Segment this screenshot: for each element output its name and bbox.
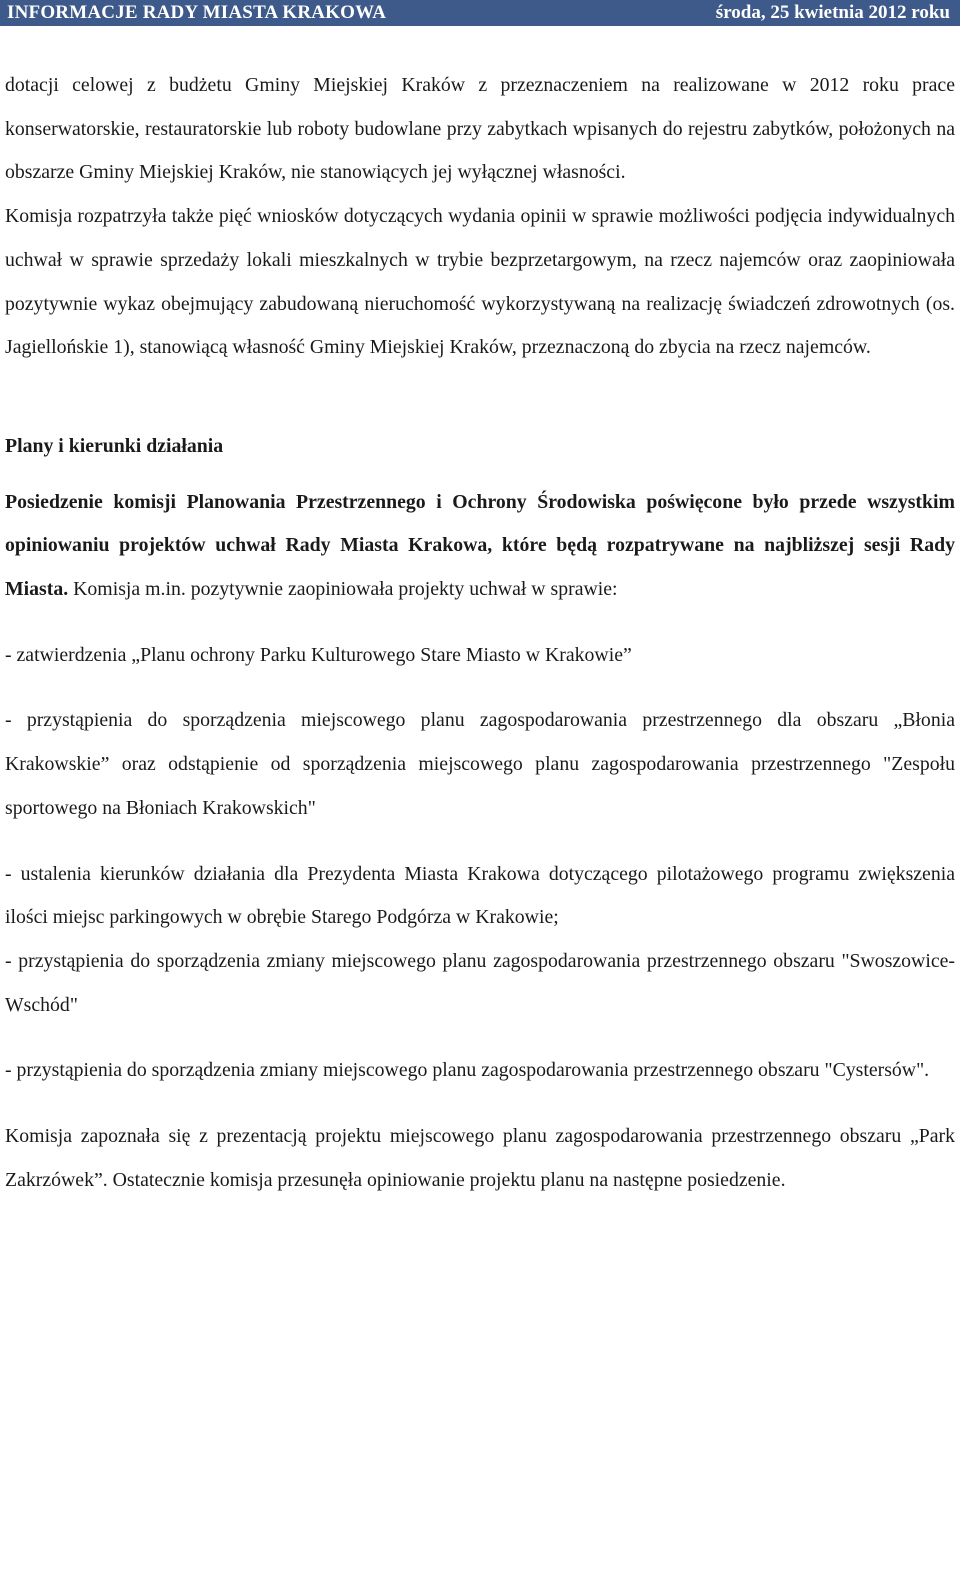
paragraph-posiedzenie-rest: Komisja m.in. pozytywnie zaopiniowała projekty uchwał w sprawie:	[68, 578, 618, 601]
section-heading: Plany i kierunki działania	[5, 434, 224, 457]
list-item: - zatwierdzenia „Planu ochrony Parku Kulturowego Stare Miasto w Krakowie”	[5, 643, 632, 666]
header-title: INFORMACJE RADY MIASTA KRAKOWA	[7, 2, 387, 23]
list-item: - przystąpienia do sporządzenia zmiany miejscowego planu zagospodarowania przestrzennego obszaru "Cystersów".	[5, 1059, 930, 1082]
document-body	[5, 64, 955, 1202]
paragraph-posiedzenie	[5, 481, 955, 612]
paragraph-komisja-lokale: Komisja rozpatrzyła także pięć wniosków dotyczących wydania opinii w sprawie możliwości podjęcia indywidualnych uchwał w sprawie sprzedaży lokali mieszkalnych w trybie bezprzetargowym, na rzecz najemców oraz zaopiniowała pozytywnie wykaz obejmujący zabudowaną nieruchomość wykorzystywaną na realizację świadczeń zdrowotnych (os. Jagiellońskie 1), stanowiącą własność Gminy Miejskiej Kraków, przeznaczoną do zbycia na rzecz najemców.	[5, 205, 955, 359]
list-item: - przystąpienia do sporządzenia miejscowego planu zagospodarowania przestrzennego dla obszaru „Błonia Krakowskie” oraz odstąpienie od sporządzenia miejscowego planu zagospodarowania przestrzennego "Zespołu sportowego na Błoniach Krakowskich"	[5, 709, 955, 819]
paragraph-dotacji: dotacji celowej z budżetu Gminy Miejskiej Kraków z przeznaczeniem na realizowane w 2012 roku prace konserwatorskie, restauratorskie lub roboty budowlane przy zabytkach wpisanych do rejestru zabytków, położonych na obszarze Gminy Miejskiej Kraków, nie stanowiących jej wyłącznej własności.	[5, 74, 955, 184]
list-item: - ustalenia kierunków działania dla Prezydenta Miasta Krakowa dotyczącego pilotażowego programu zwiększenia ilości miejsc parkingowych w obrębie Starego Podgórza w Krakowie;	[5, 862, 955, 929]
list-item: - przystąpienia do sporządzenia zmiany miejscowego planu zagospodarowania przestrzennego obszaru "Swoszowice-Wschód"	[5, 949, 955, 1016]
document-header	[0, 0, 960, 26]
paragraph-posiedzenie-bold: Posiedzenie komisji Planowania Przestrzennego i Ochrony Środowiska poświęcone było przede wszystkim opiniowaniu projektów uchwał Rady Miasta Krakowa, które będą rozpatrywane na najbliższej sesji Rady Miasta.	[5, 490, 955, 601]
paragraph-zakrzowek: Komisja zapoznała się z prezentacją projektu miejscowego planu zagospodarowania przestrzennego obszaru „Park Zakrzówek”. Ostatecznie komisja przesunęła opiniowanie projektu planu na następne posiedzenie.	[5, 1125, 955, 1191]
header-date: środa, 25 kwietnia 2012 roku	[715, 2, 950, 23]
